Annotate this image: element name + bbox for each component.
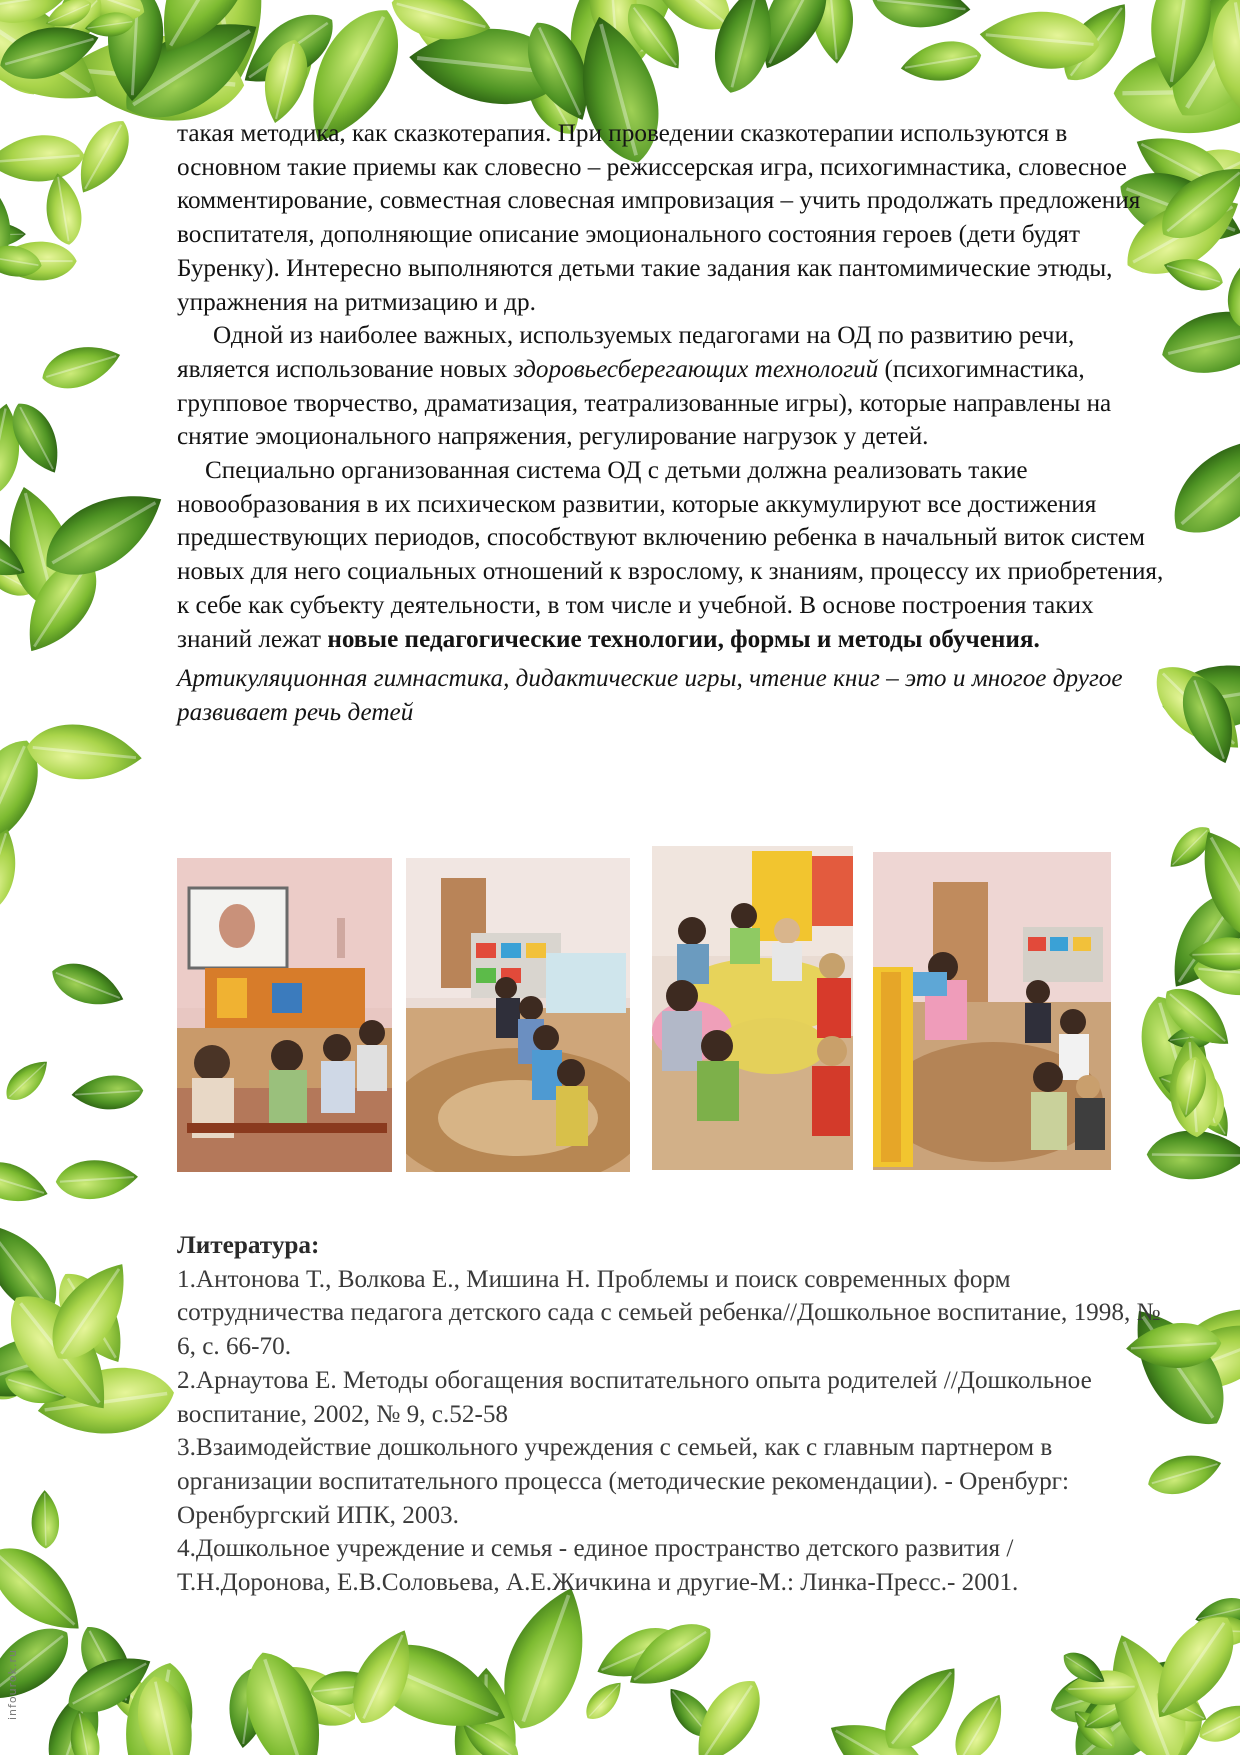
leaf-shape — [945, 1686, 1015, 1755]
paragraph-health-technologies — [177, 319, 1167, 454]
watermark: infourok.ru — [6, 1649, 19, 1720]
p2-emphasis: здоровьесберегающих технологий — [513, 355, 879, 383]
paragraph-organized-system — [177, 454, 1167, 656]
photo-caption — [177, 662, 1167, 729]
article-body — [177, 117, 1167, 730]
p3-bold: новые педагогические технологии, формы и методы обучения. — [327, 625, 1040, 653]
reference-item: 4.Дошкольное учреждение и семья - единое пространство детского развития /Т.Н.Доронова, Е.В.Соловьева, А.Е.Жичкина и другие-М.: Линка-Пресс.- 2001. — [177, 1535, 1019, 1597]
photo-caption-text: Артикуляционная гимнастика, дидактические игры, чтение книг – это и многое другое развивает речь детей — [177, 665, 1123, 726]
p2-text-start: Одной из наиболее важных, используемых педагогами на ОД по развитию речи, является использование новых — [177, 322, 1075, 383]
references-title: Литература: — [177, 1232, 320, 1259]
paragraph-fairytale-therapy: такая методика, как сказкотерапия. При проведении сказкотерапии используются в основном такие приемы как словесно – режиссерская игра, психогимнастика, словесное комментирование, совместная словесная импровизация – учить продолжать предложения воспитателя, дополняющие описание эмоционального состояния героев (дети будят Буренку). Интересно выполняются детьми такие задания как пантомимические этюды, упражнения на ритмизацию и др. — [177, 120, 1141, 316]
references-section — [177, 1229, 1167, 1600]
p2-text-end: (психогимнастика, групповое творчество, драматизация, театрализованные игры), которые направлены на снятие эмоционального напряжения, регулирование нагрузок у детей. — [177, 355, 1112, 451]
p3-text-start: Специально организованная система ОД с детьми должна реализовать такие новообразования в их психическом развитии, которые аккумулируют все достижения предшествующих периодов, способствуют включению ребенка в начальный виток систем новых для него социальных отношений к взрослому, к знаниям, процессу их приобретения, к себе как субъекту деятельности, в том числе и учебной. В основе построения таких знаний лежат — [177, 457, 1164, 653]
reference-item: 2.Арнаутова Е. Методы обогащения воспитательного опыта родителей //Дошкольное воспитание, 2002, № 9, с.52-58 — [177, 1366, 1092, 1428]
reference-item: 1.Антонова Т., Волкова Е., Мишина Н. Проблемы и поиск современных форм сотрудничества педагога детского сада с семьей ребенка//Дошкольное воспитание, 1998, № 6, с. 66-70. — [177, 1265, 1161, 1361]
reference-item: 3.Взаимодействие дошкольного учреждения с семьей, как с главным партнером в организации воспитательного процесса (методические рекомендации). - Оренбург: Оренбургский ИПК, 2003. — [177, 1434, 1069, 1529]
